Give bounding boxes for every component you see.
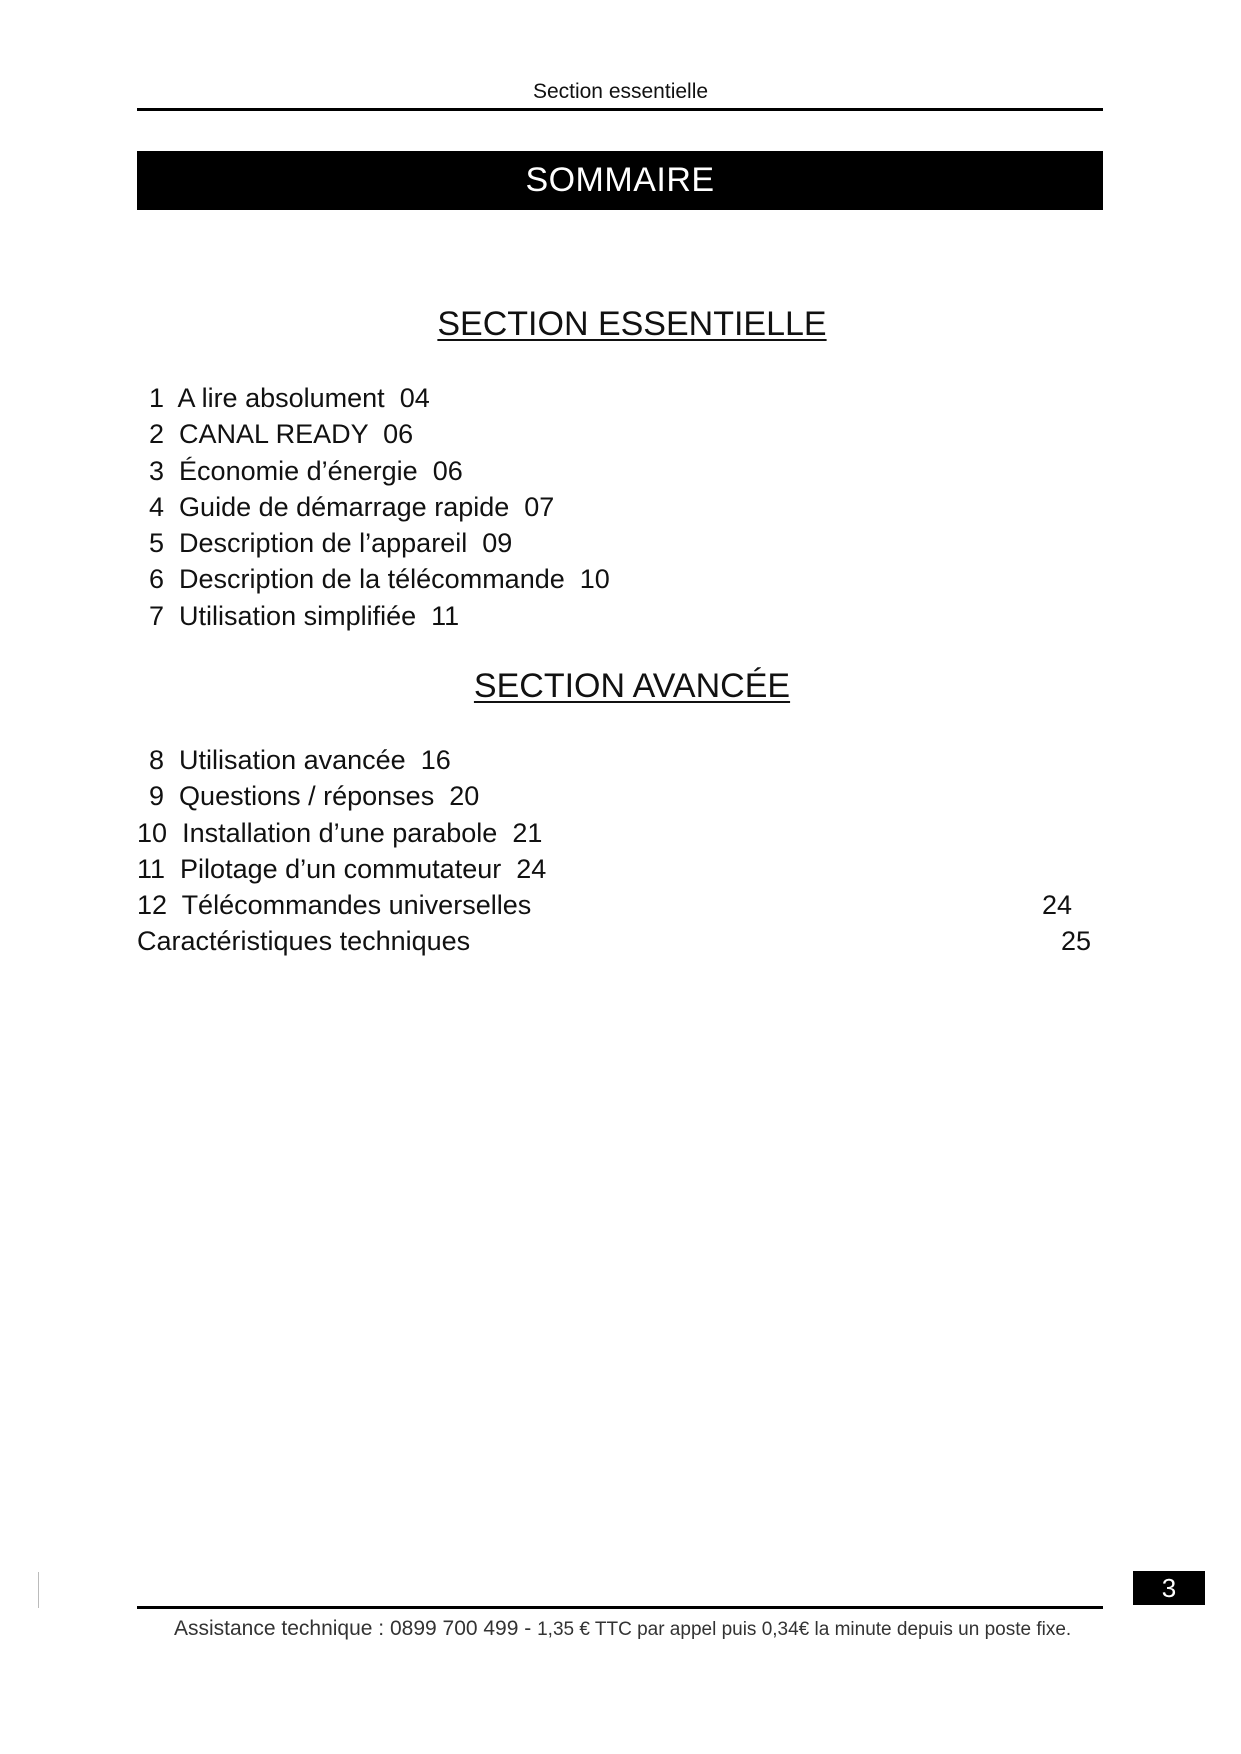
toc-item-page: 07 [524,491,555,522]
toc-item-page: 06 [383,419,414,450]
toc-item-page: 04 [399,383,430,413]
toc-item-number: 3 [149,455,165,486]
toc-item-label: A lire absolument [177,383,385,413]
toc-item-number: 12 [137,890,168,921]
toc-item[interactable] [149,525,610,561]
toc-item-page: 20 [449,781,480,812]
banner-title: SOMMAIRE [525,161,715,199]
sommaire-banner [137,151,1103,210]
toc-item-page: 24 [516,853,547,884]
toc-item[interactable] [149,561,610,597]
toc-item-label: Description de l’appareil [179,528,468,559]
toc-item[interactable] [137,815,1087,851]
toc-item[interactable] [149,778,1087,814]
toc-item-page: 06 [432,455,463,486]
running-header: Section essentielle [532,80,709,103]
toc-item-page: 10 [579,564,610,595]
assistance-main: Assistance technique : 0899 700 499 - [174,1617,538,1640]
toc-item-number: 9 [149,781,165,812]
toc-item[interactable] [149,453,610,489]
section-essentielle-heading: SECTION ESSENTIELLE [437,305,827,343]
toc-item[interactable] [149,380,610,416]
toc-item-number: 10 [137,817,168,848]
assistance-footer [174,1617,1071,1641]
toc-item-page: 25 [1061,926,1092,957]
toc-item-page: 21 [512,817,543,848]
header-rule [137,108,1103,111]
toc-item-label: Pilotage d’un commutateur [180,853,502,884]
toc-item[interactable] [149,489,610,525]
toc-item-label: Installation d’une parabole [182,817,498,848]
toc-item[interactable] [149,598,610,634]
toc-essentielle [149,380,610,634]
toc-item-page: 09 [482,528,513,559]
toc-item-number: 4 [149,491,165,522]
toc-item-page: 16 [420,745,451,775]
toc-item-label: Utilisation simplifiée [179,600,417,631]
toc-item-page: 24 [1042,890,1073,921]
toc-item-page: 11 [431,600,460,631]
footer-rule [137,1606,1103,1609]
toc-item[interactable] [137,923,1092,959]
toc-item-label: Économie d’énergie [179,455,418,486]
toc-item[interactable] [137,887,1087,923]
toc-item-label: Description de la télécommande [179,564,565,595]
page-number: 3 [1161,1572,1177,1603]
toc-item-number: 1 [149,383,165,413]
toc-item-number: 6 [149,564,165,595]
toc-item[interactable] [149,416,610,452]
toc-item-label: Caractéristiques techniques [137,926,471,957]
toc-item-label: Questions / réponses [179,781,435,812]
toc-avancee [137,742,1092,960]
toc-item[interactable] [149,742,1087,778]
toc-item-number: 7 [149,600,165,631]
toc-item-number: 2 [149,419,165,450]
margin-mark [38,1572,39,1608]
toc-item-label: Télécommandes universelles [181,890,532,921]
toc-item[interactable] [137,851,1087,887]
toc-item-label: Guide de démarrage rapide [179,491,510,522]
toc-item-label: CANAL READY [179,419,369,450]
page-number-tab [1133,1571,1205,1605]
assistance-price: 1,35 € TTC par appel puis 0,34€ la minute depuis un poste fixe. [537,1619,1072,1640]
toc-item-label: Utilisation avancée [179,745,406,775]
toc-item-number: 5 [149,528,165,559]
toc-item-number: 11 [137,853,166,884]
toc-item-number: 8 [149,745,165,775]
section-avancee-heading: SECTION AVANCÉE [473,667,791,705]
